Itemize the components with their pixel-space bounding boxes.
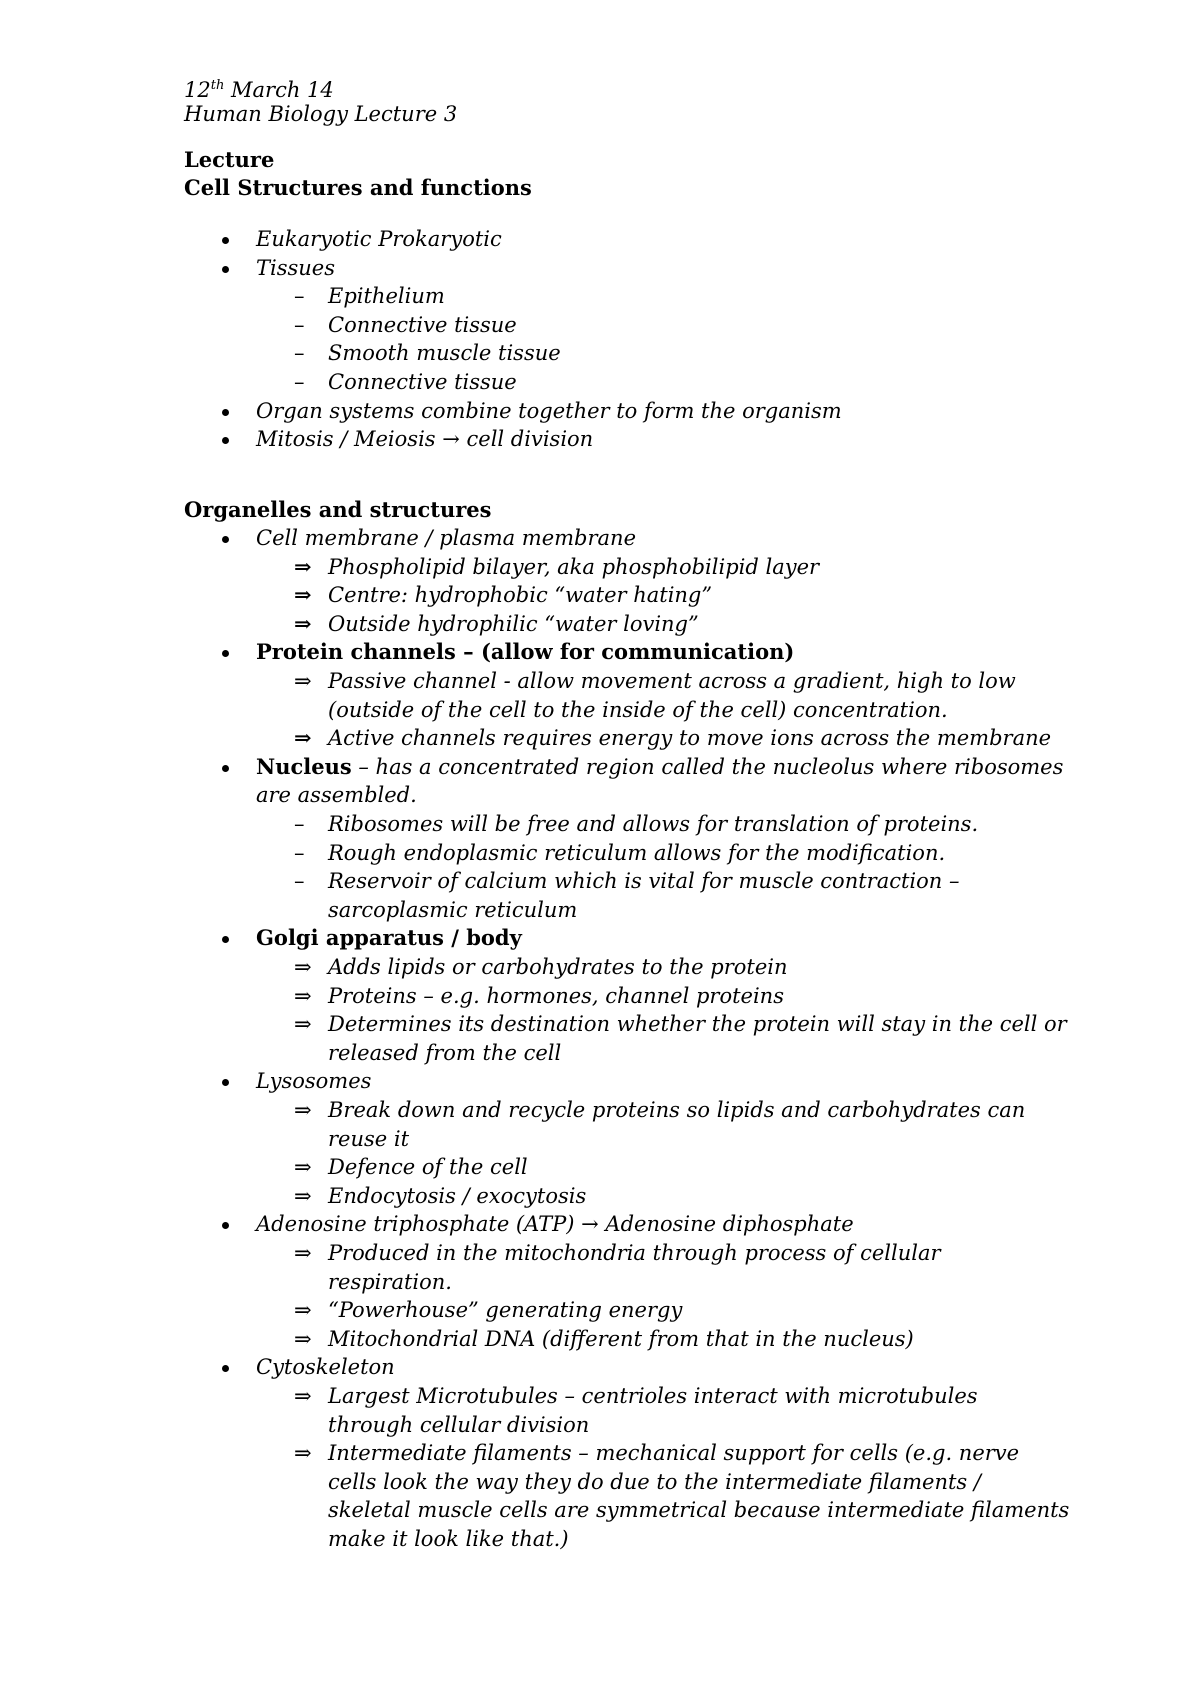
arrow-icon: ⇒	[294, 582, 312, 608]
list-item-text: Cytoskeleton	[256, 1355, 395, 1380]
list-item	[328, 1239, 941, 1267]
bullet-marker	[222, 1222, 229, 1229]
list-item	[328, 368, 517, 396]
list-item-text: Active channels requires energy to move ions across the membrane	[328, 726, 1052, 751]
lecture-subtitle: Human Biology Lecture 3	[184, 102, 458, 126]
arrow-icon: ⇒	[294, 669, 312, 693]
list-item	[328, 1096, 1025, 1124]
arrow-icon: ⇒	[294, 1155, 312, 1180]
list-item	[256, 1353, 395, 1381]
dash-marker: –	[294, 840, 305, 865]
arrow-icon: ⇒	[294, 1326, 312, 1351]
list-item	[256, 781, 417, 809]
list-item	[256, 638, 794, 666]
list-item-text: Golgi apparatus / body	[256, 925, 522, 951]
bullet-marker	[222, 536, 229, 543]
list-item	[256, 425, 593, 453]
list-item-text: Defence of the cell	[328, 1155, 528, 1180]
arrow-icon: ⇒	[294, 1012, 312, 1037]
list-item-text: Largest Microtubules – centrioles interact with microtubules	[328, 1384, 978, 1408]
list-item-text: Reservoir of calcium which is vital for muscle contraction –	[328, 869, 960, 894]
list-item-text: Mitochondrial DNA (different from that in the nucleus)	[328, 1326, 914, 1351]
list-item-text: are assembled.	[256, 783, 417, 808]
arrow-icon: ⇒	[294, 1384, 312, 1408]
bullet-marker	[222, 1365, 229, 1372]
section-heading-organelles: Organelles and structures	[184, 497, 492, 522]
list-item-text: Connective tissue	[328, 312, 517, 337]
list-item	[328, 1125, 409, 1153]
arrow-icon: ⇒	[294, 955, 312, 979]
list-item-text: Epithelium	[328, 284, 445, 309]
list-item	[328, 953, 788, 981]
list-item	[328, 282, 445, 310]
list-item	[328, 867, 960, 895]
list-item	[328, 553, 819, 581]
list-item	[328, 1468, 981, 1496]
list-item-text: reuse it	[328, 1126, 410, 1151]
list-item-text: Passive channel - allow movement across a gradient, high to low	[328, 669, 1016, 693]
bullet-marker	[222, 650, 229, 657]
bullet-marker	[222, 409, 229, 416]
list-item-text: Adds lipids or carbohydrates to the protein	[328, 955, 788, 979]
list-item	[328, 339, 561, 367]
list-item	[328, 696, 948, 724]
list-item-text: Break down and recycle proteins so lipids and carbohydrates can	[328, 1098, 1026, 1122]
dash-marker: –	[294, 341, 305, 366]
arrow-icon: ⇒	[294, 1441, 312, 1466]
bullet-marker	[222, 765, 229, 772]
list-item-text: cells look the way they do due to the intermediate filaments /	[328, 1469, 981, 1494]
bullet-marker	[222, 936, 229, 943]
list-item-text: Organ systems combine together to form the organism	[256, 398, 842, 423]
list-item	[328, 610, 699, 638]
dash-marker: –	[294, 812, 305, 836]
list-item-text: through cellular division	[328, 1412, 590, 1437]
list-item	[328, 1325, 914, 1353]
list-item-text: Determines its destination whether the protein will stay in the cell or	[328, 1012, 1067, 1037]
arrow-icon: ⇒	[294, 1298, 312, 1323]
list-item-text: – has a concentrated region called the nucleolus where ribosomes	[351, 754, 1064, 779]
list-item	[328, 581, 712, 609]
section-heading-cell-structures: Cell Structures and functions	[184, 175, 532, 200]
date-rest: March 14	[224, 78, 334, 102]
list-item-text: Rough endoplasmic reticulum allows for the modification.	[328, 840, 946, 865]
list-item-text: Smooth muscle tissue	[328, 341, 561, 366]
list-item	[328, 1182, 586, 1210]
list-item	[256, 1067, 371, 1095]
list-item	[328, 1525, 569, 1553]
list-item	[328, 1268, 452, 1296]
list-item	[328, 810, 978, 838]
dash-marker: –	[294, 370, 305, 394]
list-item	[328, 1439, 1019, 1467]
list-item	[328, 1382, 978, 1410]
list-item	[328, 982, 784, 1010]
list-item-text: sarcoplasmic reticulum	[328, 897, 578, 922]
list-item-text: Intermediate filaments – mechanical support for cells (e.g. nerve	[328, 1441, 1020, 1466]
bullet-marker	[222, 266, 229, 273]
arrow-icon: ⇒	[294, 1241, 312, 1265]
list-item-text: Mitosis / Meiosis → cell division	[256, 427, 594, 452]
list-item	[256, 225, 502, 253]
bullet-marker	[222, 437, 229, 444]
dash-marker: –	[294, 869, 305, 894]
arrow-icon: ⇒	[294, 553, 312, 579]
list-item	[256, 254, 335, 282]
list-item-text: Connective tissue	[328, 370, 517, 394]
date-day-suffix: th	[210, 78, 225, 93]
list-item-text: Phospholipid bilayer, aka phosphobilipid layer	[328, 554, 820, 579]
dash-marker: –	[294, 284, 305, 309]
list-item	[256, 924, 522, 952]
bullet-marker	[222, 237, 229, 244]
list-item	[256, 1210, 854, 1238]
arrow-icon: ⇒	[294, 725, 312, 751]
list-item-text: Centre: hydrophobic “water hating”	[328, 583, 713, 608]
list-item-text: Cell membrane / plasma membrane	[256, 526, 637, 550]
list-item-text: released from the cell	[328, 1040, 562, 1065]
list-item-text: respiration.	[328, 1269, 452, 1294]
arrow-icon: ⇒	[294, 1098, 312, 1122]
arrow-icon: ⇒	[294, 1183, 312, 1208]
list-item-text: Adenosine triphosphate (ATP) → Adenosine diphosphate	[256, 1212, 854, 1237]
list-item	[328, 1010, 1067, 1038]
list-item	[256, 397, 842, 425]
dash-marker: –	[294, 312, 305, 337]
list-item-text: Produced in the mitochondria through process of cellular	[328, 1241, 941, 1265]
list-item-text: Tissues	[256, 255, 336, 280]
list-item-text: Proteins – e.g. hormones, channel proteins	[328, 983, 784, 1008]
date-day: 12	[184, 78, 211, 102]
list-item	[328, 1296, 682, 1324]
list-item	[256, 524, 636, 552]
list-item-text: Endocytosis / exocytosis	[328, 1183, 587, 1208]
list-item-text: Lysosomes	[256, 1069, 372, 1094]
section-heading-lecture: Lecture	[184, 147, 275, 172]
list-item	[328, 1153, 528, 1181]
list-item	[328, 724, 1051, 752]
list-item	[328, 1411, 589, 1439]
list-item	[256, 753, 1063, 781]
list-item	[328, 667, 1016, 695]
list-item-text: Protein channels – (allow for communication)	[256, 639, 795, 665]
list-item	[328, 1496, 1069, 1524]
list-item	[328, 896, 577, 924]
arrow-icon: ⇒	[294, 983, 312, 1008]
arrow-icon: ⇒	[294, 610, 312, 636]
list-item-text: (outside of the cell to the inside of the cell) concentration.	[328, 697, 948, 722]
list-item-text: Ribosomes will be free and allows for translation of proteins.	[328, 812, 979, 836]
bullet-marker	[222, 1079, 229, 1086]
list-item-text: Outside hydrophilic “water loving”	[328, 611, 699, 636]
list-item	[328, 1039, 561, 1067]
list-item-text: Nucleus	[256, 753, 352, 779]
list-item	[328, 839, 945, 867]
list-item-text: Eukaryotic Prokaryotic	[256, 227, 502, 251]
list-item-text: make it look like that.)	[328, 1527, 569, 1551]
list-item	[328, 311, 517, 339]
list-item-text: skeletal muscle cells are symmetrical because intermediate filaments	[328, 1498, 1070, 1523]
list-item-text: “Powerhouse” generating energy	[328, 1298, 683, 1323]
